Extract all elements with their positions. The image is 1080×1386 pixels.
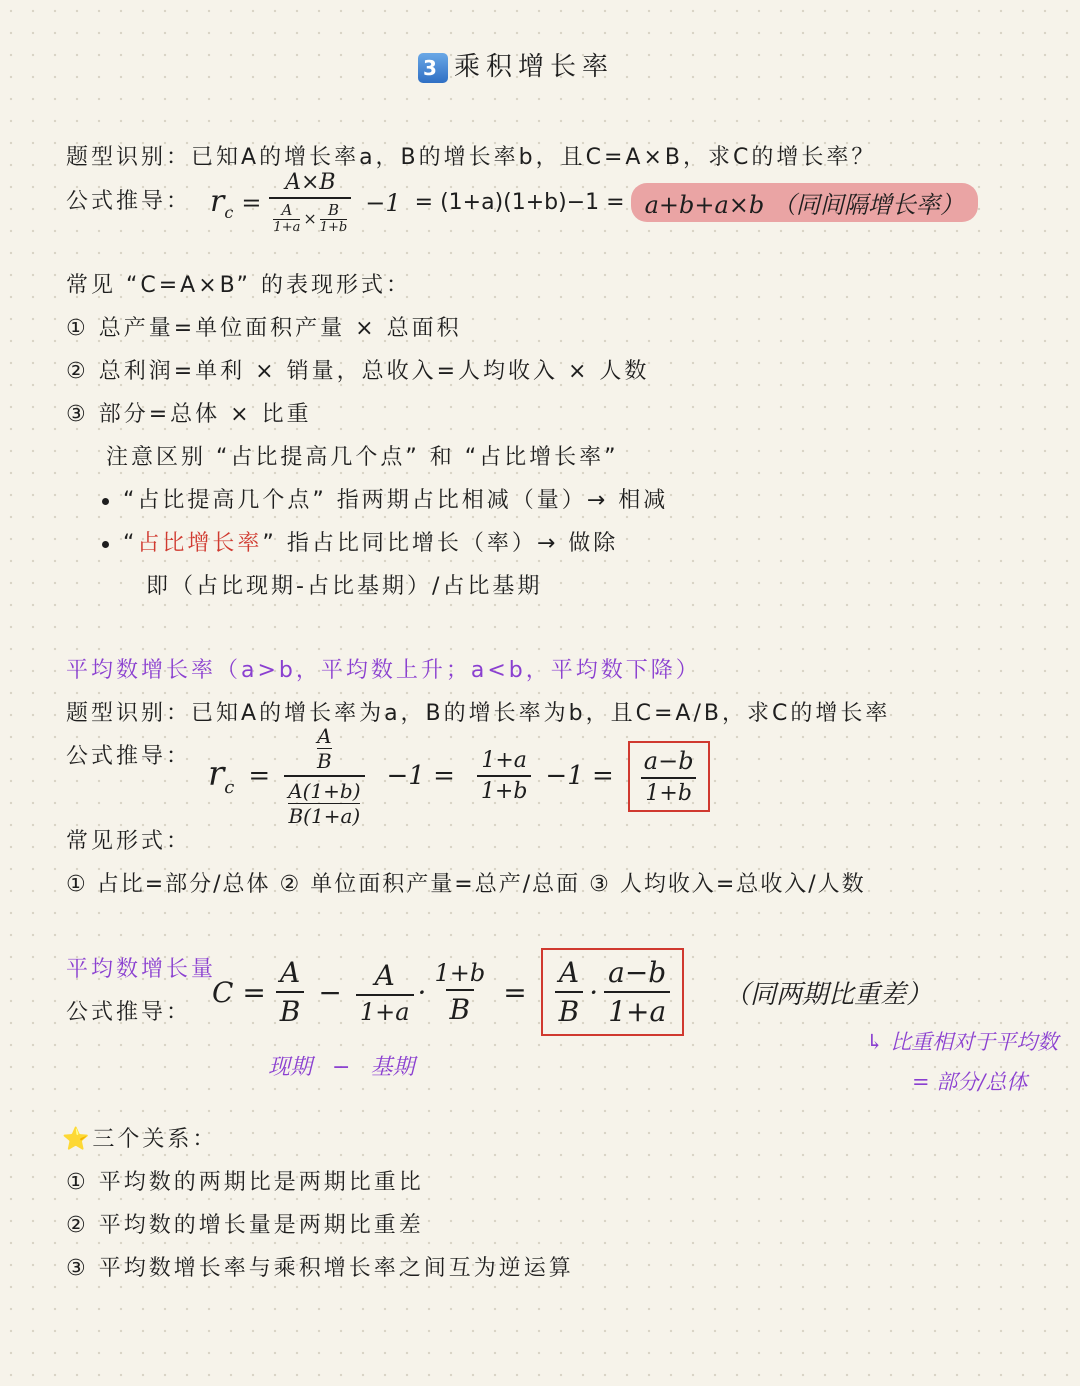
- s3-arrow-note2: = 部分/总体: [912, 1070, 1028, 1094]
- s1-note: 注意区别 “占比提高几个点” 和 “占比增长率”: [106, 445, 619, 470]
- s3-c-eq: C =: [212, 975, 266, 1009]
- s2-identify: 题型识别：已知A的增长率为a，B的增长率为b，且C=A/B，求C的增长率: [66, 701, 891, 726]
- s1-fraction: [269, 170, 351, 235]
- s1-bullet2-line2: 即（占比现期-占比基期）/占比基期: [146, 574, 543, 599]
- s1-fraction-den: [269, 197, 351, 235]
- s3-minus: −: [318, 975, 342, 1009]
- s2-fraction-den: [284, 775, 364, 828]
- s1-bullet2-red: 占比增长率: [137, 531, 263, 556]
- s4-heading: ⭐三个关系：: [62, 1127, 218, 1152]
- s2-common-label: 常见形式：: [66, 829, 192, 854]
- s3-result-box: $\frac{A}{B}$ · $\frac{a-b}{1+a}$: [541, 948, 685, 1036]
- s2-fraction-num: [313, 724, 336, 775]
- s1-formula: [210, 170, 978, 235]
- s1-bullet2: “占比增长率” 指占比同比增长（率）→ 做除: [102, 526, 618, 557]
- s1-sub-frac-a: $\frac{A}{1+a}$: [273, 201, 301, 235]
- s3-formula: [212, 948, 684, 1036]
- s4-r1: ① 平均数的两期比是两期比重比: [66, 1170, 424, 1195]
- s2-top-frac: $\frac{A}{B}$: [316, 724, 332, 773]
- s1-identify-label: 题型识别：: [66, 145, 192, 170]
- s1-derive-label: 公式推导：: [66, 189, 192, 214]
- s1-sub-frac-b: $\frac{B}{1+b}$: [319, 201, 348, 235]
- s1-eq: =: [241, 188, 262, 217]
- star-icon: ⭐: [62, 1127, 93, 1152]
- s3-under-label: 现期 − 基期: [268, 1055, 415, 1080]
- s2-fraction: [284, 724, 364, 828]
- s3-eq: =: [503, 975, 527, 1009]
- s3-frac1: $\frac{A}{B}$: [276, 956, 305, 1028]
- s3-frac2: $\frac{A}{1+a}$: [356, 959, 414, 1026]
- s1-item3: ③ 部分=总体 × 比重: [66, 402, 312, 427]
- s4-r3: ③ 平均数增长率与乘积增长率之间互为逆运算: [66, 1256, 574, 1281]
- s3-res-frac1: $\frac{A}{B}$: [555, 956, 584, 1028]
- s3-res-frac2: $\frac{a-b}{1+a}$: [604, 956, 670, 1028]
- s2-bottom-frac: $\frac{A(1+b)}{B(1+a)}$: [288, 779, 361, 828]
- s3-frac3: $\frac{1+b}{B}$: [434, 958, 486, 1026]
- s2-common-items: ① 占比=部分/总体 ② 单位面积产量=总产/总面 ③ 人均收入=总收入/人数: [66, 872, 866, 897]
- s1-identify-text: 已知A的增长率a，B的增长率b，且C=A×B，求C的增长率？: [191, 145, 877, 170]
- s4-r2: ② 平均数的增长量是两期比重差: [66, 1213, 424, 1238]
- s2-minus-one2: −1 =: [545, 761, 614, 791]
- page-title: [418, 46, 614, 83]
- s2-heading: 平均数增长率（a>b，平均数上升；a<b，平均数下降）: [66, 658, 701, 683]
- bullet-dot: [102, 498, 109, 505]
- s3-derive-label: 公式推导：: [66, 1000, 192, 1025]
- s1-common-label: 常见 “C=A×B” 的表现形式：: [66, 273, 411, 298]
- s2-result-box: [628, 741, 710, 812]
- s2-rc: $r_c$: [208, 754, 235, 798]
- s2-result-frac: $\frac{a-b}{1+b}$: [640, 747, 698, 806]
- number-badge: 3: [418, 53, 448, 83]
- s1-identify: [66, 140, 876, 171]
- s1-item2: ② 总利润=单利 × 销量，总收入=人均收入 × 人数: [66, 359, 650, 384]
- s3-dot: ·: [417, 975, 427, 1009]
- s1-bullet1: “占比提高几个点” 指两期占比相减（量）→ 相减: [102, 483, 668, 514]
- s1-result-highlight: a+b+a×b （同间隔增长率）: [631, 183, 978, 222]
- s1-times: ×: [303, 208, 317, 228]
- s3-note-right: （同两期比重差）: [724, 980, 933, 1010]
- s2-fraction2: $\frac{1+a}{1+b}$: [477, 748, 532, 804]
- title-text: 乘积增长率: [454, 52, 615, 82]
- s1-expand: = (1+a)(1+b)−1 =: [414, 190, 625, 215]
- s1-minus-one: −1: [365, 188, 401, 217]
- s2-eq: =: [248, 761, 271, 791]
- s3-heading: 平均数增长量: [66, 957, 217, 982]
- s3-arrow-note1: ↳ 比重相对于平均数: [866, 1030, 1059, 1054]
- s2-derive-label: 公式推导：: [66, 744, 192, 769]
- s1-item1: ① 总产量=单位面积产量 × 总面积: [66, 316, 462, 341]
- s2-minus-one: −1 =: [386, 761, 455, 791]
- s2-formula: [208, 724, 710, 828]
- s1-rc: $r_c$: [210, 183, 234, 222]
- bullet-dot: [102, 541, 109, 548]
- s1-fraction-num: A×B: [285, 170, 336, 195]
